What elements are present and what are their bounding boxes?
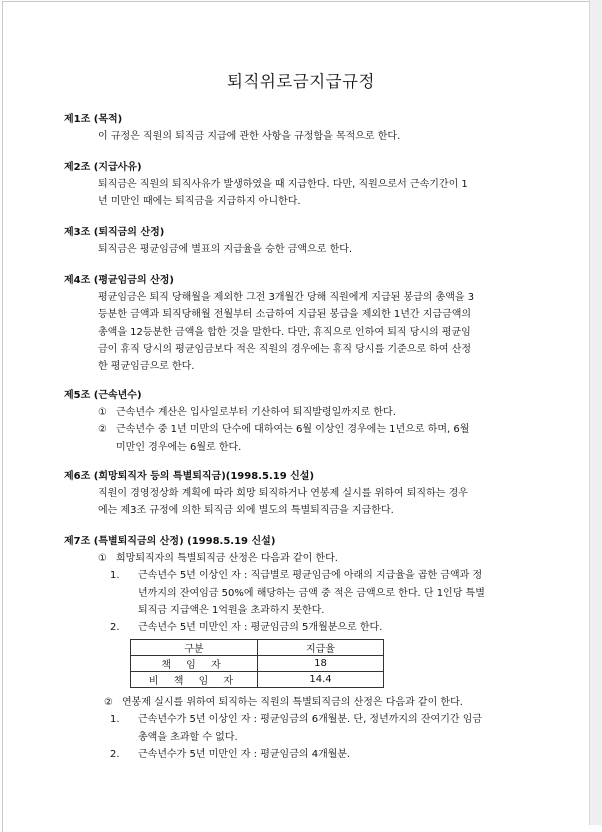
table-header-cell: 지급율 (258, 640, 384, 656)
list-item (98, 421, 550, 456)
text-line: 금이 휴직 당시의 평균임금보다 적은 직원의 경우에는 휴직 당시를 기준으로 하여 산정 (98, 343, 472, 355)
sub-item-number: 2. (110, 622, 120, 634)
list-item (98, 404, 550, 421)
article-7 (64, 533, 550, 636)
article-3 (64, 224, 550, 258)
text-line: 평균임금은 퇴직 당해월을 제외한 그전 3개월간 당해 직원에게 지급된 봉급의 총액을 3 (98, 292, 475, 303)
article-body (98, 550, 550, 636)
article-heading: 제6조 (희망퇴직자 등의 특별퇴직금)(1998.5.19 신설) (64, 471, 315, 482)
article-body (98, 176, 550, 211)
article-4 (64, 272, 550, 375)
article-body (98, 128, 550, 145)
item-number: ① (98, 407, 107, 418)
text-line: 퇴직금 지급액은 1억원을 초과하지 못한다. (138, 604, 325, 616)
text-line: 희망퇴직자의 특별퇴직금 산정은 다음과 같이 한다. (116, 553, 338, 564)
table-header-row (131, 640, 384, 656)
article-heading: 제3조 (퇴직금의 산정) (64, 227, 165, 238)
text-line: 근속년수가 5년 미만인 자 : 평균임금의 4개월분. (138, 748, 351, 760)
item-number: ② (104, 697, 113, 708)
text-line: 연봉제 실시를 위하여 퇴직하는 직원의 특별퇴직금의 산정은 다음과 같이 한다. (122, 697, 463, 708)
table-cell: 18 (258, 656, 384, 672)
vertical-scrollbar[interactable] (589, 0, 602, 825)
article-body (98, 485, 550, 520)
text-line: 퇴직금은 직원의 퇴직사유가 발생하였을 때 지급한다. 다만, 직원으로서 근속기간이 1 (98, 179, 468, 190)
article-5 (64, 387, 550, 456)
sub-item-number: 2. (110, 748, 120, 760)
text-line: 직원이 경영정상화 계획에 따라 희망 퇴직하거나 연봉제 실시를 위하여 퇴직하는 경우 (98, 488, 468, 499)
article-body (98, 289, 550, 375)
article-1 (64, 111, 550, 145)
table-cell: 14.4 (258, 672, 384, 688)
sub-item (110, 746, 550, 763)
table-cell: 비 책 임 자 (131, 672, 258, 688)
text-line: 근속년수 계산은 입사일로부터 기산하여 퇴직발령일까지로 한다. (116, 407, 396, 418)
text-line: 근속년수 5년 미만인 자 : 평균임금의 5개월분으로 한다. (138, 622, 383, 634)
list-item (98, 550, 550, 567)
list-item (104, 694, 550, 711)
text-line: 에는 제3조 규정에 의한 퇴직금 외에 별도의 특별퇴직금을 지급한다. (98, 505, 394, 517)
text-line: 등분한 금액과 퇴직당해월 전월부터 소급하여 지급된 봉급을 제외한 1년간 지급금액의 (98, 309, 472, 321)
text-line: 년 미만인 때에는 퇴직금을 지급하지 아니한다. (98, 196, 301, 208)
article-heading: 제7조 (특별퇴직금의 산정) (1998.5.19 신설) (64, 536, 276, 547)
article-heading: 제1조 (목적) (64, 114, 123, 125)
text-line: 근속년수 중 1년 미만의 단수에 대하여는 6월 이상인 경우에는 1년으로 하며, 6월 (116, 424, 470, 436)
article-body (98, 241, 550, 258)
table-header-cell: 구분 (131, 640, 258, 656)
text-line: 년까지의 잔여임금 50%에 해당하는 금액 중 적은 금액으로 한다. 단 1인당 특별 (138, 587, 485, 599)
item-number: ② (98, 424, 107, 436)
sub-item-number: 1. (110, 714, 120, 726)
text-line: 한 평균임금으로 한다. (98, 361, 195, 373)
text-line: 총액을 초과할 수 없다. (138, 731, 238, 743)
text-line: 이 규정은 직원의 퇴직금 지급에 관한 사항을 규정함을 목적으로 한다. (98, 131, 401, 142)
text-line: 미만인 경우에는 6월로 한다. (116, 441, 242, 453)
article-heading: 제2조 (지급사유) (64, 162, 142, 173)
text-line: 근속년수 5년 이상인 자 : 직급별로 평균임금에 아래의 지급율을 곱한 금액과 정 (138, 570, 483, 582)
article-body (98, 404, 550, 456)
text-line: 근속년수가 5년 이상인 자 : 평균임금의 6개월분. 단, 정년까지의 잔여기간 임금 (138, 714, 483, 726)
article-body (98, 711, 550, 763)
sub-item (110, 711, 550, 746)
text-line: 총액을 12등분한 금액을 합한 것을 말한다. 다만, 휴직으로 인하여 퇴직 당시의 평균임 (98, 326, 471, 338)
article-body (104, 694, 550, 711)
article-7-continued (64, 694, 550, 763)
table-cell: 책 임 자 (131, 656, 258, 672)
text-line: 퇴직금은 평균임금에 별표의 지급율을 승한 금액으로 한다. (98, 244, 353, 255)
sub-item-number: 1. (110, 570, 120, 582)
payment-rate-table (130, 639, 384, 688)
sub-item (110, 619, 550, 636)
item-number: ① (98, 553, 107, 564)
article-heading: 제4조 (평균임금의 산정) (64, 275, 175, 286)
article-2 (64, 159, 550, 211)
table-row (131, 672, 384, 688)
document-title: 퇴직위로금지급규정 (227, 72, 375, 91)
article-heading: 제5조 (근속년수) (64, 390, 142, 401)
table-row (131, 656, 384, 672)
sub-item (110, 567, 550, 619)
article-6 (64, 468, 550, 520)
